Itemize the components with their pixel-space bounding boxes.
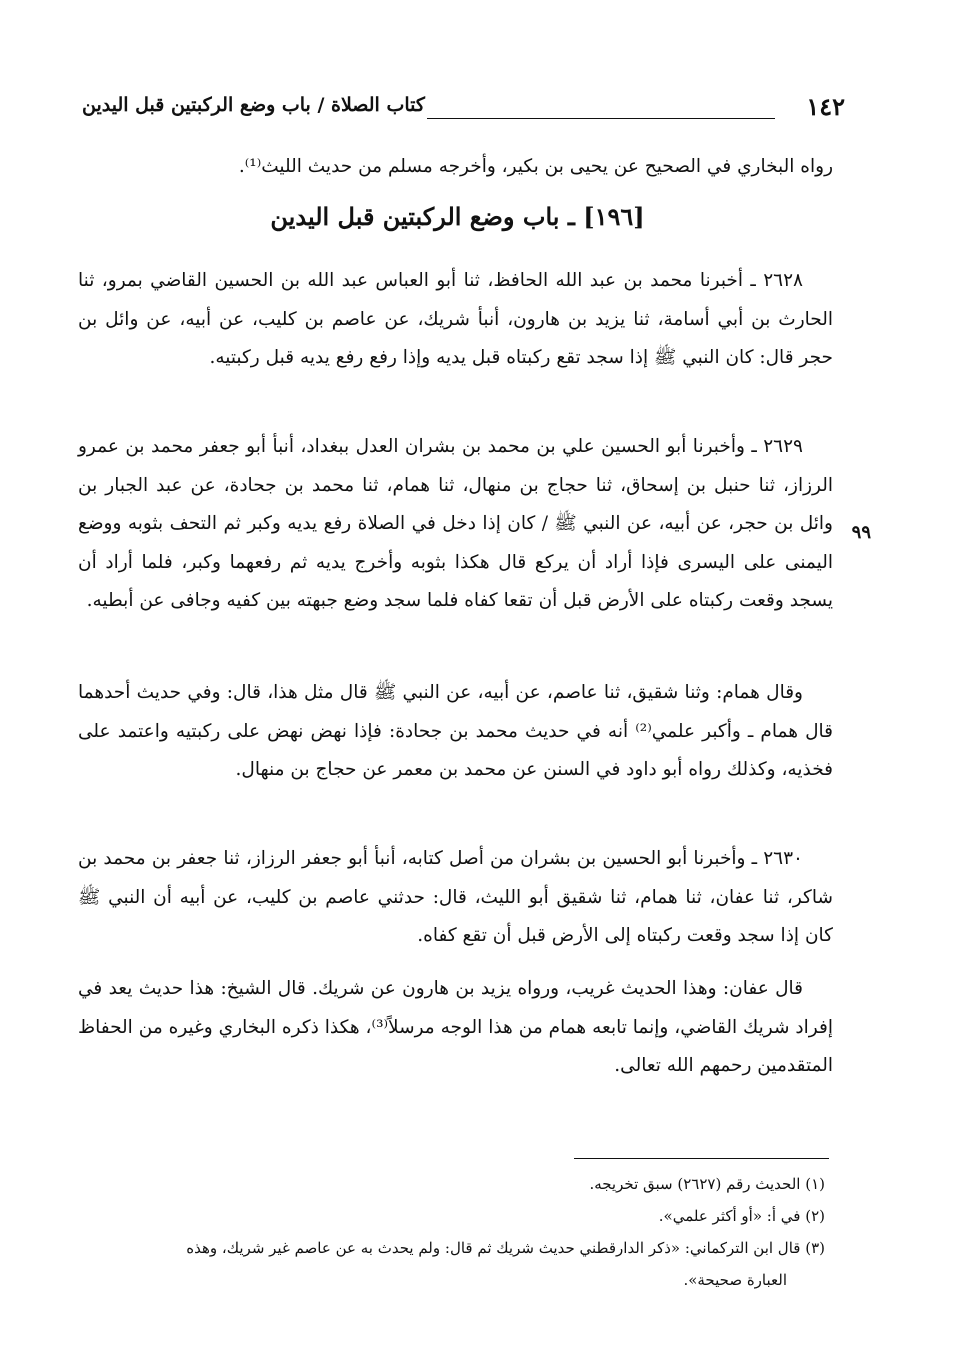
footnote-2: (٢) في أ: «أو أكثر علمي». [658, 1207, 825, 1225]
hadith-2630 [78, 840, 833, 956]
footnote-1: (١) الحديث رقم (٢٦٢٧) سبق تخريجه. [589, 1175, 825, 1193]
running-title: كتاب الصلاة / باب وضع الركبتين قبل اليدين [82, 94, 425, 116]
hammam-commentary [78, 674, 833, 790]
paragraph-text: ٢٦٢٩ ـ وأخبرنا أبو الحسين علي بن محمد بن بشران العدل ببغداد، أنبأ أبو جعفر محمد بن عمرو الرزاز، ثنا حنبل بن إسحاق، ثنا حجاج بن منهال، ثنا همام، ثنا محمد بن جحادة، عن عبد الجبار بن وائل بن حجر، عن أبيه، عن النبي ﷺ / كان إذا دخل في الصلاة رفع يديه وكبر ثم التحف بثوبه ووضع اليمنى على اليسرى فإذا أراد أن يركع قال هكذا بثوبه وأخرج يديه ثم رفعهما وكبر، فلما أراد أن يسجد وقعت ركبتاه على الأرض قبل أن تقعا كفاه فلما سجد وضع جبهته بين كفيه وجافى عن أبطيه. [78, 436, 833, 611]
chapter-heading: [١٩٦] ـ باب وضع الركبتين قبل اليدين [270, 202, 645, 231]
intro-text: رواه البخاري في الصحيح عن يحيى بن بكير، وأخرجه مسلم من حديث الليث⁽¹⁾. [238, 156, 833, 177]
running-header [82, 92, 845, 126]
footnotes [80, 1168, 825, 1296]
paragraph-text: قال عفان: وهذا الحديث غريب، ورواه يزيد بن هارون عن شريك. قال الشيخ: هذا حديث يعد في إفراد شريك القاضي، وإنما تابعه همام من هذا الوجه مرسلاً⁽³⁾، هكذا ذكره البخاري وغيره من الحفاظ المتقدمين رحمهم الله تعالى. [78, 978, 833, 1076]
paragraph-text: ٢٦٣٠ ـ وأخبرنا أبو الحسين بن بشران من أصل كتابه، أنبأ أبو جعفر الرزاز، ثنا جعفر بن محمد بن شاكر، ثنا عفان، ثنا همام، ثنا شقيق أبو الليث، قال: حدثني عاصم بن كليب، عن أبيه أن النبي ﷺ كان إذا سجد وقعت ركبتاه إلى الأرض قبل أن تقع كفاه. [78, 848, 833, 946]
intro-paragraph [78, 148, 833, 187]
hadith-2629 [78, 428, 833, 621]
page-number: ١٤٢ [806, 92, 845, 121]
hadith-2628 [78, 262, 833, 378]
footnote-3: (٣) قال ابن التركماني: «ذكر الدارقطني حديث شريك ثم قال: ولم يحدث به عن عاصم غير شريك، وهذه [186, 1239, 825, 1257]
paragraph-text: وقال همام: وثنا شقيق، ثنا عاصم، عن أبيه، عن النبي ﷺ قال مثل هذا، قال: وفي حديث أحدهما قال همام ـ وأكبر علمي⁽²⁾ أنه في حديث محمد بن جحادة: فإذا نهض نهض على ركبتيه واعتمد على فخذيه، وكذلك رواه أبو داود في السنن عن محمد بن معمر عن حجاج بن منهال. [78, 682, 833, 780]
footnote-3-continuation: العبارة صحيحة». [683, 1271, 787, 1289]
affan-commentary [78, 970, 833, 1086]
header-rule [427, 118, 775, 119]
paragraph-text: ٢٦٢٨ ـ أخبرنا محمد بن عبد الله الحافظ، ثنا أبو العباس عبد الله بن الحسين القاضي بمرو، ثنا الحارث بن أبي أسامة، ثنا يزيد بن هارون، أنبأ شريك، عن عاصم بن كليب، عن أبيه، عن وائل بن حجر قال: كان النبي ﷺ إذا سجد تقع ركبتاه قبل يديه وإذا رفع رفع يديه قبل ركبتيه. [78, 270, 833, 368]
margin-page-reference: ٩٩ [851, 522, 871, 543]
footnote-separator [574, 1158, 829, 1159]
